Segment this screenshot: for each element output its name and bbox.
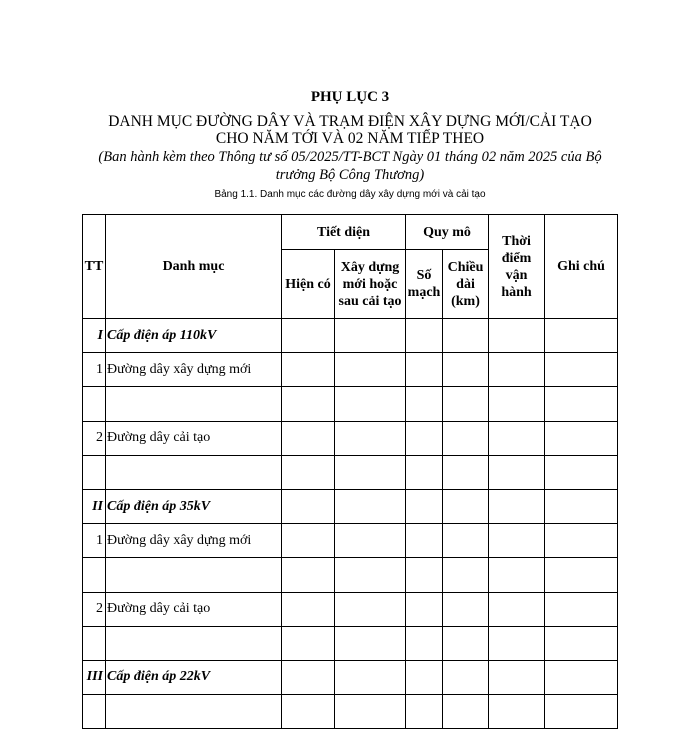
table-row	[83, 319, 618, 353]
table-row	[83, 489, 618, 523]
row-category: Cấp điện áp 110kV	[106, 319, 282, 353]
document-subtitle: (Ban hành kèm theo Thông tư số 05/2025/TT-BCT Ngày 01 tháng 02 năm 2025 của Bộ trưởng Bộ Công Thương)	[98, 149, 602, 183]
row-number: 1	[83, 353, 106, 387]
row-number	[83, 455, 106, 489]
row-category	[106, 387, 282, 421]
header-new-or-renovated: Xây dựng mới hoặc sau cải tạo	[335, 250, 406, 319]
row-number: II	[83, 489, 106, 523]
header-existing: Hiện có	[282, 250, 335, 319]
row-number: III	[83, 660, 106, 694]
row-category: Cấp điện áp 35kV	[106, 489, 282, 523]
table-row	[83, 421, 618, 455]
table-row	[83, 592, 618, 626]
row-category: Đường dây xây dựng mới	[106, 524, 282, 558]
header-tt: TT	[83, 215, 106, 319]
header-scale: Quy mô	[406, 215, 489, 250]
table-row	[83, 455, 618, 489]
row-number: 2	[83, 421, 106, 455]
row-category	[106, 626, 282, 660]
row-number	[83, 626, 106, 660]
header-cross-section: Tiết diện	[282, 215, 406, 250]
table-row	[83, 524, 618, 558]
row-number	[83, 558, 106, 592]
row-category	[106, 455, 282, 489]
row-number: 1	[83, 524, 106, 558]
header-length: Chiều dài (km)	[443, 250, 489, 319]
header-notes: Ghi chú	[545, 215, 618, 319]
table-caption: Bảng 1.1. Danh mục các đường dây xây dựng mới và cải tạo	[214, 189, 486, 200]
table-row	[83, 626, 618, 660]
row-category: Đường dây cải tạo	[106, 421, 282, 455]
table-row	[83, 353, 618, 387]
document-title: DANH MỤC ĐƯỜNG DÂY VÀ TRẠM ĐIỆN XÂY DỰNG MỚI/CẢI TẠO CHO NĂM TỚI VÀ 02 NĂM TIẾP THEO	[108, 113, 592, 147]
header-category: Danh mục	[106, 215, 282, 319]
header-operation-time: Thời điểm vận hành	[489, 215, 545, 319]
table-row	[83, 660, 618, 694]
row-number: 2	[83, 592, 106, 626]
row-category	[106, 558, 282, 592]
appendix-title: PHỤ LỤC 3	[310, 89, 390, 105]
table-row	[83, 558, 618, 592]
row-number: I	[83, 319, 106, 353]
table-row	[83, 387, 618, 421]
row-number	[83, 387, 106, 421]
row-category: Cấp điện áp 22kV	[106, 660, 282, 694]
row-category: Đường dây cải tạo	[106, 592, 282, 626]
row-category: Đường dây xây dựng mới	[106, 353, 282, 387]
header-circuits: Số mạch	[406, 250, 443, 319]
lines-table	[82, 214, 618, 729]
